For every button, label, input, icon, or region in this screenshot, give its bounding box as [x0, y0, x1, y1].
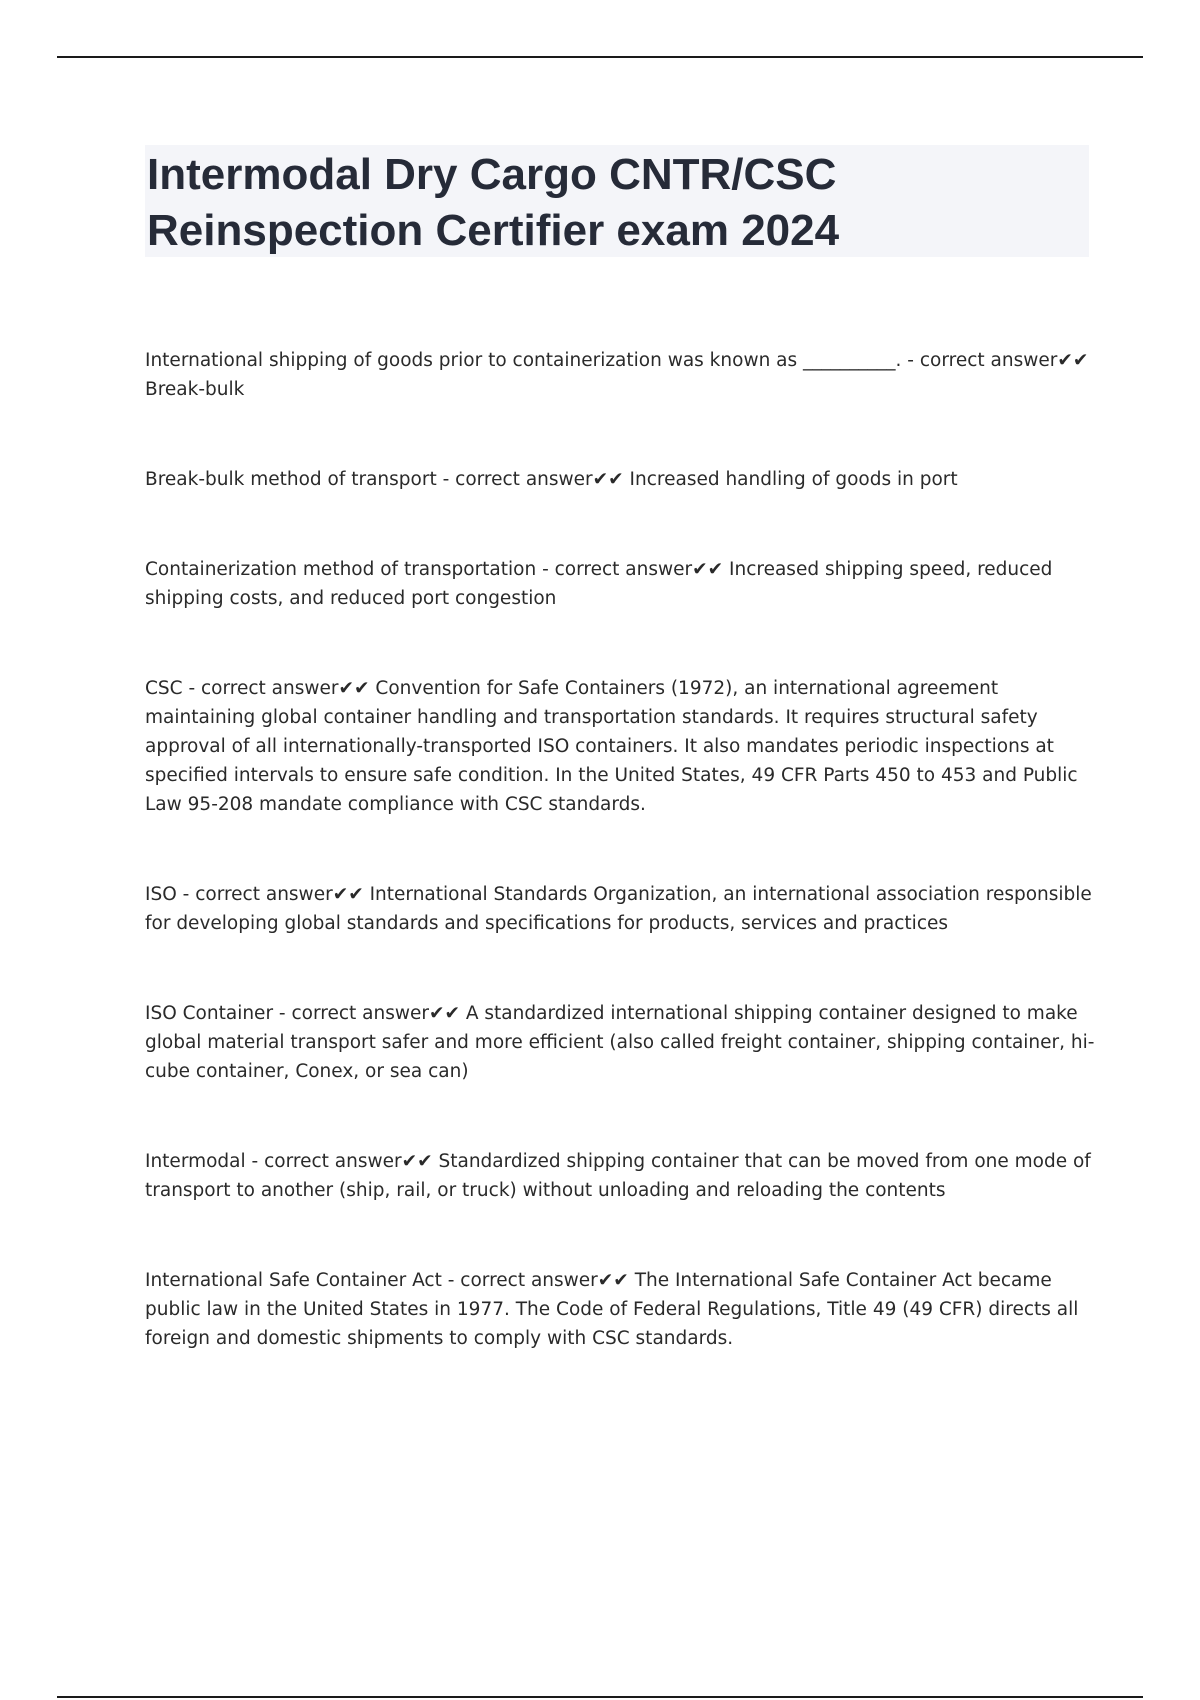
- qa-item: [145, 1147, 1095, 1205]
- top-rule: [57, 56, 1143, 58]
- answer-text: Break-bulk: [145, 379, 245, 400]
- answer-text: Increased shipping speed, reduced shipping costs, and reduced port congestion: [145, 559, 1053, 609]
- separator: -: [182, 678, 202, 699]
- question-text: Containerization method of transportation: [145, 559, 537, 580]
- separator: -: [436, 469, 456, 490]
- answer-text: Increased handling of goods in port: [629, 469, 958, 490]
- separator: -: [176, 884, 196, 905]
- qa-item: [145, 1266, 1095, 1353]
- answer-label: correct answer: [455, 469, 593, 490]
- qa-list: [145, 346, 1095, 1414]
- answer-label: correct answer: [554, 559, 693, 580]
- answer-label: correct answer: [460, 1270, 598, 1291]
- double-check-icon: ✔✔: [692, 559, 724, 580]
- qa-item: [145, 465, 1095, 494]
- question-text: International shipping of goods prior to containerization was known as __________.: [145, 350, 902, 371]
- qa-item: [145, 555, 1095, 613]
- answer-text: International Standards Organization, an international association responsible for developing global standards and specifications for products, services and practices: [145, 884, 1092, 934]
- separator: -: [441, 1270, 461, 1291]
- separator: -: [901, 350, 920, 371]
- double-check-icon: ✔✔: [1057, 350, 1089, 371]
- answer-text: Convention for Safe Containers (1972), an international agreement maintaining global container handling and transportation standards. It requires structural safety approval of all internationally-transported ISO containers. It also mandates periodic inspections at specified intervals to ensure safe condition. In the United States, 49 CFR Parts 450 to 453 and Public Law 95-208 mandate compliance with CSC standards.: [145, 678, 1078, 815]
- question-text: ISO: [145, 884, 177, 905]
- double-check-icon: ✔✔: [338, 678, 370, 699]
- answer-text: Standardized shipping container that can be moved from one mode of transport to another (ship, rail, or truck) without unloading and reloading the contents: [145, 1151, 1091, 1201]
- question-text: International Safe Container Act: [145, 1270, 442, 1291]
- qa-item: [145, 880, 1095, 938]
- answer-text: A standardized international shipping container designed to make global material transport safer and more efficient (also called freight container, shipping container, hi-cube container, Conex, or sea can): [145, 1003, 1095, 1082]
- separator: -: [536, 559, 555, 580]
- bottom-rule: [57, 1696, 1143, 1698]
- answer-label: correct answer: [919, 350, 1058, 371]
- answer-label: correct answer: [195, 884, 333, 905]
- double-check-icon: ✔✔: [428, 1003, 460, 1024]
- separator: -: [273, 1003, 292, 1024]
- page-title-line-1: Intermodal Dry Cargo CNTR/CSC: [147, 150, 837, 199]
- double-check-icon: ✔✔: [592, 469, 624, 490]
- separator: -: [245, 1151, 265, 1172]
- answer-label: correct answer: [201, 678, 339, 699]
- double-check-icon: ✔✔: [332, 884, 364, 905]
- double-check-icon: ✔✔: [597, 1270, 629, 1291]
- title-block: [145, 145, 1089, 257]
- question-text: Intermodal: [145, 1151, 246, 1172]
- qa-item: [145, 346, 1095, 404]
- question-text: ISO Container: [145, 1003, 274, 1024]
- answer-text: The International Safe Container Act became public law in the United States in 1977. The Code of Federal Regulations, Title 49 (49 CFR) directs all foreign and domestic shipments to comply with CSC standards.: [145, 1270, 1079, 1349]
- answer-label: correct answer: [264, 1151, 402, 1172]
- qa-item: [145, 674, 1095, 819]
- question-text: CSC: [145, 678, 183, 699]
- answer-label: correct answer: [291, 1003, 429, 1024]
- double-check-icon: ✔✔: [401, 1151, 433, 1172]
- qa-item: [145, 999, 1095, 1086]
- question-text: Break-bulk method of transport: [145, 469, 437, 490]
- page-title-line-2: Reinspection Certifier exam 2024: [147, 206, 840, 255]
